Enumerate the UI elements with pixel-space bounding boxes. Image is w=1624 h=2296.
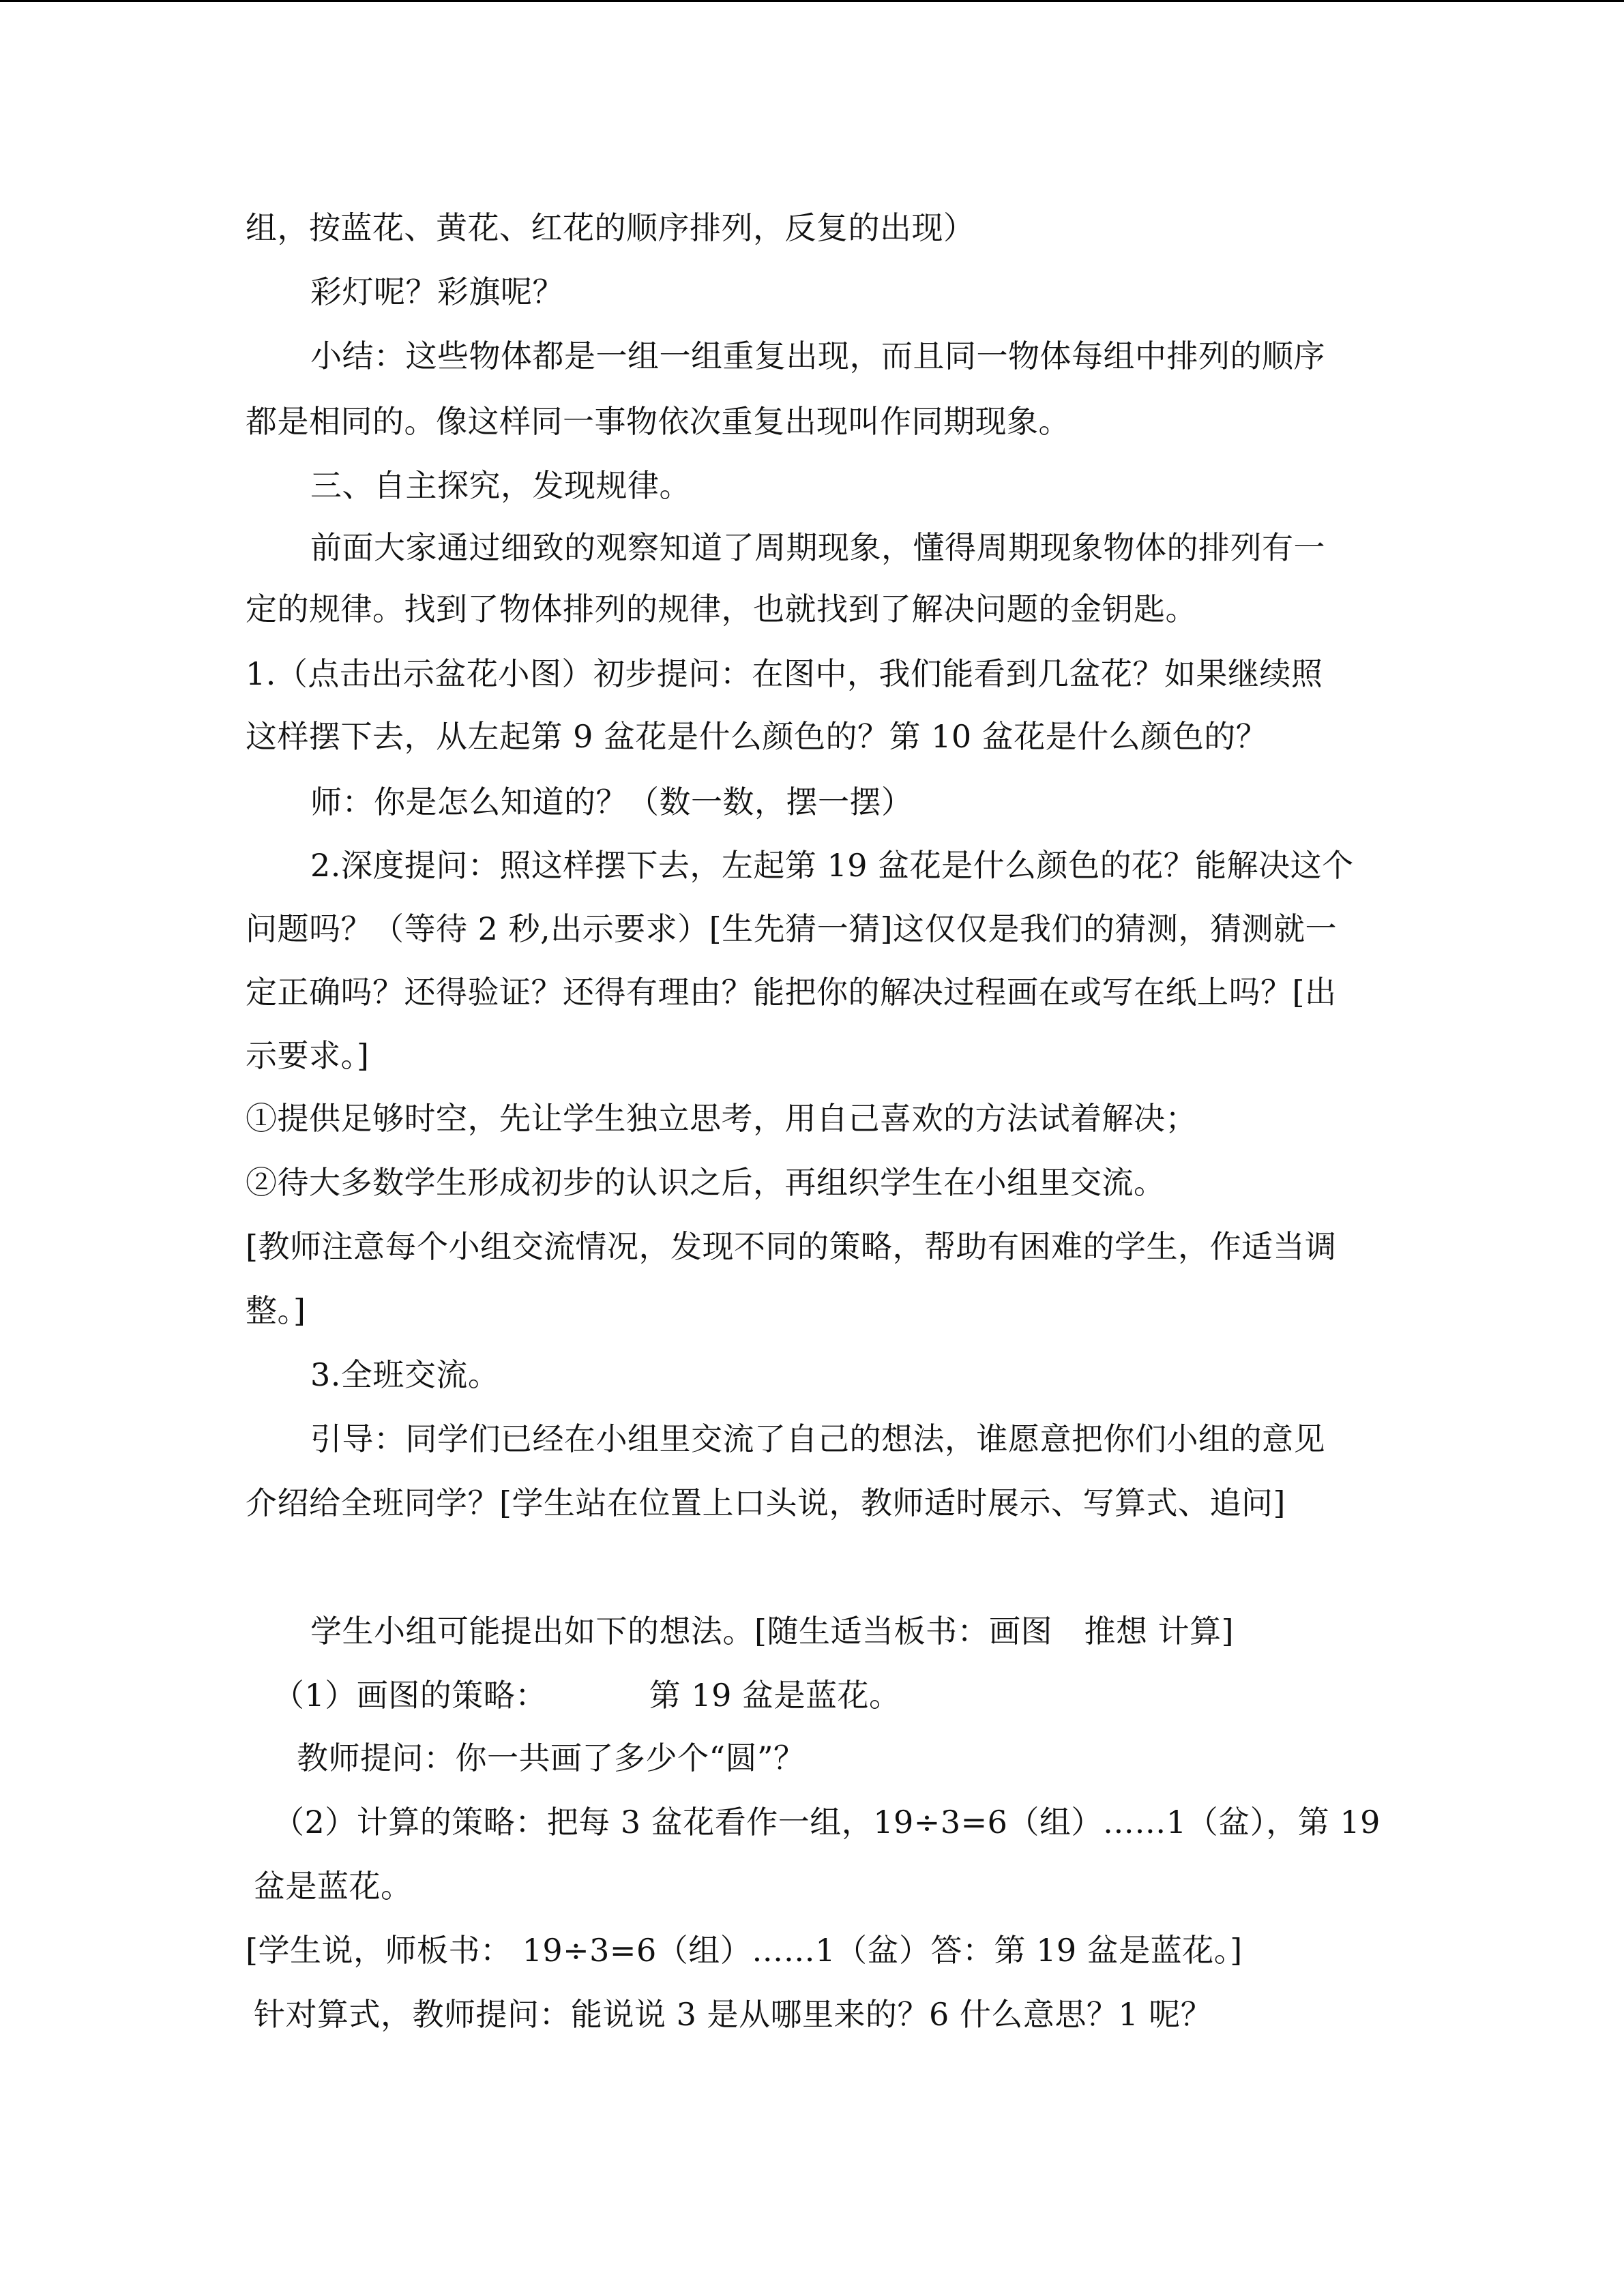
list-item: ①提供足够时空，先让学生独立思考，用自己喜欢的方法试着解决；: [246, 1100, 1197, 1137]
text-line: 师：你是怎么知道的？（数一数，摆一摆）: [310, 784, 913, 820]
text-line: 介绍给全班同学？[学生站在位置上口头说，教师适时展示、写算式、追问]: [246, 1485, 1286, 1521]
text-line: 定的规律。找到了物体排列的规律，也就找到了解决问题的金钥匙。: [246, 591, 1197, 627]
text-line: 定正确吗？还得验证？还得有理由？能把你的解决过程画在或写在纸上吗？[出: [246, 974, 1337, 1011]
text-line: 都是相同的。像这样同一事物依次重复出现叫作同期现象。: [246, 403, 1070, 440]
section-heading: 三、自主探究，发现规律。: [310, 467, 691, 504]
text-line: 3.全班交流。: [310, 1356, 500, 1393]
text-line: 小结：这些物体都是一组一组重复出现，而且同一物体每组中排列的顺序: [310, 338, 1325, 374]
text-line: 问题吗？（等待 2 秒,出示要求）[生先猜一猜]这仅仅是我们的猜测，猜测就一: [246, 910, 1338, 947]
text-line: 彩灯呢？彩旗呢？: [310, 273, 564, 310]
text-line: 2.深度提问：照这样摆下去，左起第 19 盆花是什么颜色的花？能解决这个: [310, 847, 1354, 884]
strategy-result: 第 19 盆是蓝花。: [649, 1677, 901, 1714]
text-line: 1.（点击出示盆花小图）初步提问：在图中，我们能看到几盆花？如果继续照: [246, 655, 1323, 692]
list-item: ②待大多数学生形成初步的认识之后，再组织学生在小组里交流。: [246, 1164, 1166, 1201]
text-line: 示要求。]: [246, 1037, 370, 1074]
strategy-label: （1）画图的策略：: [273, 1677, 547, 1714]
text-line: （2）计算的策略：把每 3 盆花看作一组，19÷3=6（组）……1（盆），第 19: [273, 1804, 1381, 1840]
text-line: 引导：同学们已经在小组里交流了自己的想法，谁愿意把你们小组的意见: [310, 1420, 1325, 1457]
text-line: 前面大家通过细致的观察知道了周期现象，懂得周期现象物体的排列有一: [310, 529, 1325, 566]
text-line: 这样摆下去，从左起第 9 盆花是什么颜色的？第 10 盆花是什么颜色的？: [246, 718, 1268, 755]
text-line: 组，按蓝花、黄花、红花的顺序排列，反复的出现）: [246, 209, 975, 246]
text-line: 学生小组可能提出如下的想法。[随生适当板书：画图 推想 计算]: [310, 1613, 1235, 1650]
text-line: 盆是蓝花。: [254, 1868, 413, 1905]
strategy-line: [273, 1675, 901, 1716]
text-line: [学生说，师板书： 19÷3=6（组）……1（盆）答：第 19 盆是蓝花。]: [246, 1932, 1243, 1969]
text-line: 针对算式，教师提问：能说说 3 是从哪里来的？6 什么意思？1 呢？: [254, 1996, 1213, 2033]
text-line: 整。]: [246, 1292, 306, 1329]
text-line: [教师注意每个小组交流情况，发现不同的策略，帮助有困难的学生，作适当调: [246, 1228, 1337, 1265]
text-line: 教师提问：你一共画了多少个“圆”？: [297, 1740, 806, 1776]
